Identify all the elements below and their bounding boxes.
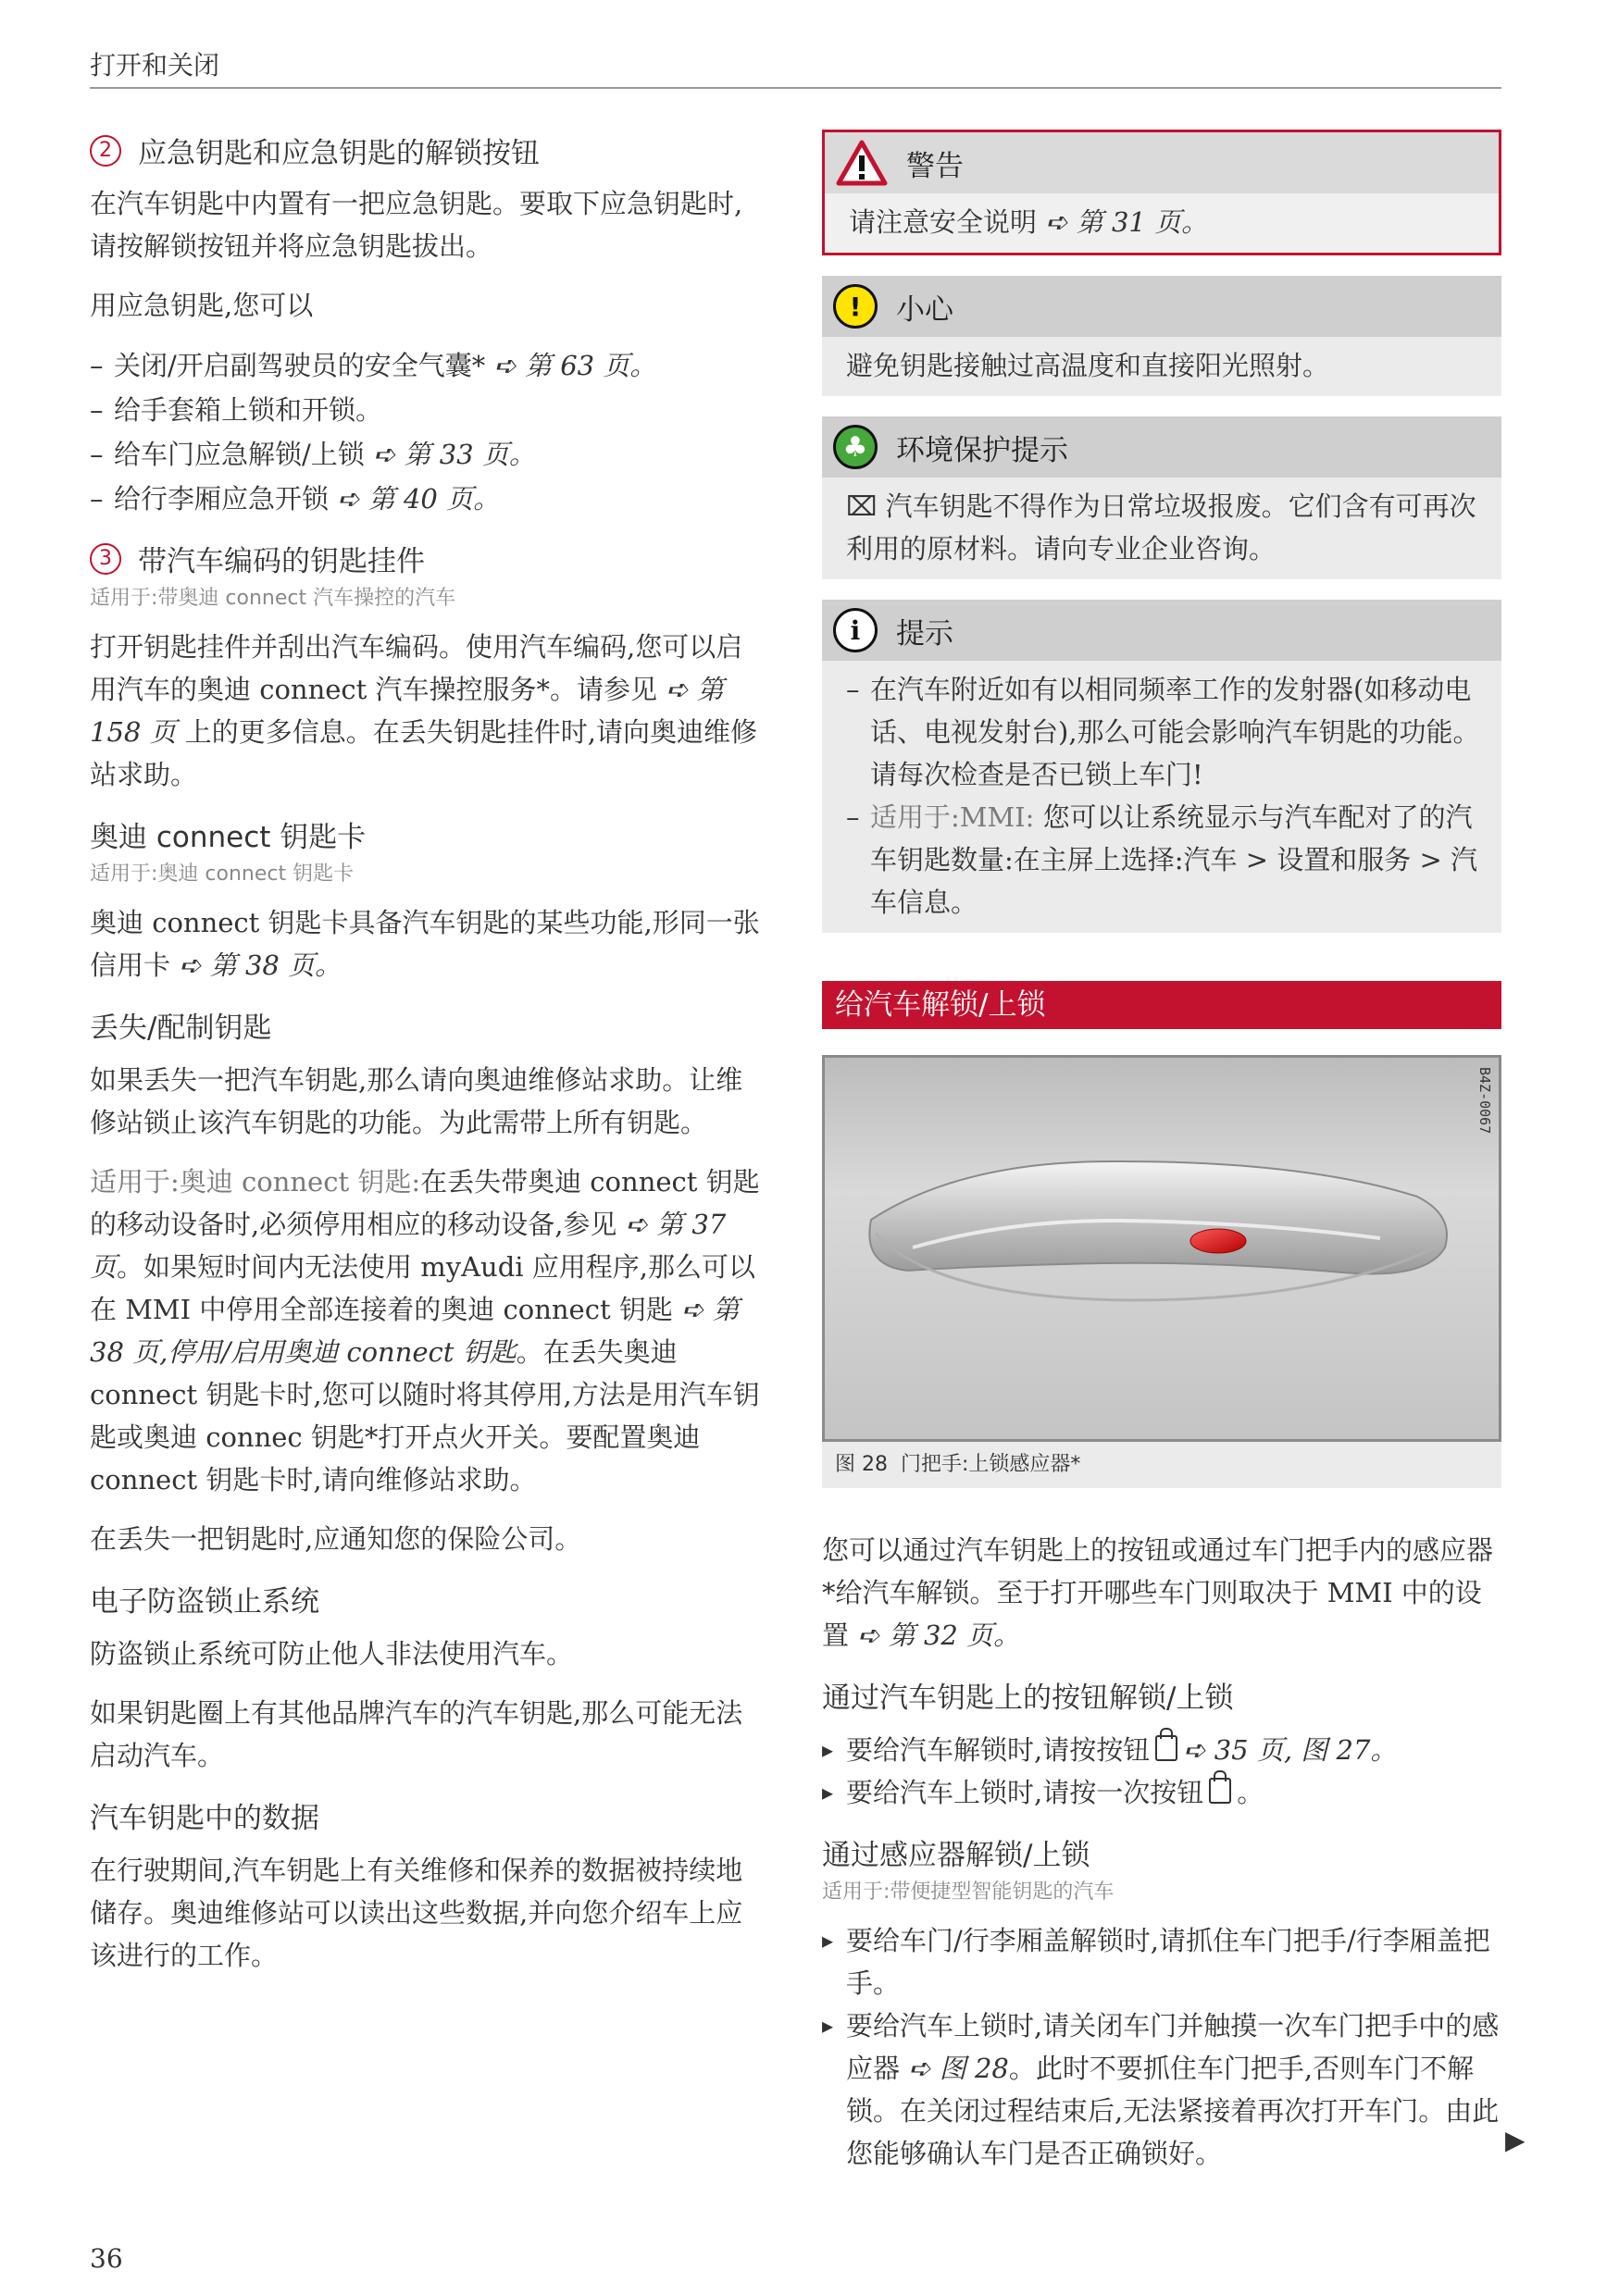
warning-header xyxy=(825,132,1499,193)
caution-body: 避免钥匙接触过高温度和直接阳光照射。 xyxy=(846,350,1330,381)
page-number: 36 xyxy=(90,2243,123,2274)
warning-label: 警告 xyxy=(906,149,964,183)
right-column xyxy=(822,130,1501,2191)
immobilizer-paragraph-1: 防盗锁止系统可防止他人非法使用汽车。 xyxy=(90,1638,574,1669)
sensor-title: 通过感应器解锁/上锁 xyxy=(822,1839,1090,1872)
item-3-applies: 适用于:带奥迪 connect 汽车操控的汽车 xyxy=(90,587,456,610)
door-handle-illustration xyxy=(825,1058,1499,1439)
caution-box xyxy=(822,276,1501,396)
immobilizer-paragraph-2: 如果钥匙圈上有其他品牌汽车的汽车钥匙,那么可能无法启动汽车。 xyxy=(90,1697,743,1771)
item-3-number: 3 xyxy=(90,543,121,575)
emergency-key-uses-list xyxy=(90,343,766,521)
tree-icon: ♣ xyxy=(833,425,878,469)
caution-exclamation-icon: ! xyxy=(833,284,878,329)
figure-28 xyxy=(822,1055,1501,1488)
page-ref-link[interactable]: ➪ 第 31 页。 xyxy=(1045,206,1209,238)
sensor-applies: 适用于:带便捷型智能钥匙的汽车 xyxy=(822,1880,1115,1904)
caution-label: 小心 xyxy=(896,292,953,327)
page-ref-link[interactable]: ➪ 第 32 页。 xyxy=(857,1620,1021,1651)
lost-key-paragraph-3: 在丢失一把钥匙时,应通知您的保险公司。 xyxy=(90,1523,582,1555)
page-ref-link[interactable]: ➪ 第 63 页。 xyxy=(493,350,657,381)
header-title: 打开和关闭 xyxy=(90,50,220,81)
lost-key-paragraph-1: 如果丢失一把汽车钥匙,那么请向奥迪维修站求助。让维修站锁止该汽车钥匙的功能。为此需带上所有钥匙。 xyxy=(90,1064,743,1138)
item-2-paragraph: 在汽车钥匙中内置有一把应急钥匙。要取下应急钥匙时,请按解锁按钮并将应急钥匙拔出。 xyxy=(90,188,743,262)
unlock-button-icon xyxy=(1155,1735,1177,1761)
note-list xyxy=(846,668,1481,924)
caution-header xyxy=(822,276,1501,337)
note-header xyxy=(822,600,1501,661)
note-label: 提示 xyxy=(896,616,953,651)
info-icon: i xyxy=(833,608,878,652)
unlock-intro-paragraph: 您可以通过汽车钥匙上的按钮或通过车门把手内的感应器*给汽车解锁。至于打开哪些车门则取决于 MMI 中的设置 ➪ 第 32 页。 xyxy=(822,1534,1494,1651)
key-button-steps xyxy=(822,1729,1501,1814)
key-data-title: 汽车钥匙中的数据 xyxy=(90,1802,319,1835)
page-ref-link[interactable]: ➪ 第 38 页,停用/启用奥迪 connect 钥匙 xyxy=(90,1294,740,1368)
list-item: – 给行李厢应急开锁 ➪ 第 40 页。 xyxy=(90,477,766,521)
section-title-bar: 给汽车解锁/上锁 xyxy=(822,981,1501,1029)
environment-label: 环境保护提示 xyxy=(896,433,1068,467)
applies-label: 适用于:MMI: xyxy=(870,801,1035,833)
sensor-steps xyxy=(822,1919,1501,2175)
environment-body: ⌧ 汽车钥匙不得作为日常垃圾报废。它们含有可再次利用的原材料。请向专业企业咨询。 xyxy=(846,490,1476,565)
list-item: – 给车门应急解锁/上锁 ➪ 第 33 页。 xyxy=(90,432,766,477)
list-item: – 给手套箱上锁和开锁。 xyxy=(90,388,766,432)
item-3-paragraph: 打开钥匙挂件并刮出汽车编码。使用汽车编码,您可以启用汽车的奥迪 connect 汽车操控服务*。请参见 ➪ 第 158 页 上的更多信息。在丢失钥匙挂件时,请向奥迪维修站求助。 xyxy=(90,631,758,790)
list-item: ▸ 要给汽车解锁时,请按按钮 ➪ 35 页, 图 27。 xyxy=(822,1729,1501,1771)
note-body xyxy=(822,661,1501,933)
page-ref-link[interactable]: ➪ 第 38 页。 xyxy=(179,949,342,981)
lost-key-paragraph-2: 适用于:奥迪 connect 钥匙:在丢失带奥迪 connect 钥匙的移动设备时,必须停用相应的移动设备,参见 ➪ 第 37 页。如果短时间内无法使用 myAudi 应用程序,那么可以在 MMI 中停用全部连接着的奥迪 connect 钥匙 ➪ 第 38 页,停用/启用奥迪 connect 钥匙。在丢失奥迪 connect 钥匙卡时,您可以随时将其停用,方法是用汽车钥匙或奥迪 connec 钥匙*打开点火开关。要配置奥迪 connect 钥匙卡时,请向维修站求助。 xyxy=(90,1166,760,1496)
immobilizer-title: 电子防盗锁止系统 xyxy=(90,1585,319,1619)
key-card-title: 奥迪 connect 钥匙卡 xyxy=(90,821,367,854)
figure-number: 图 28 xyxy=(835,1453,888,1476)
page-ref-link[interactable]: ➪ 图 28 xyxy=(908,2053,1009,2084)
list-item: – 适用于:MMI: 您可以让系统显示与汽车配对了的汽车钥匙数量:在主屏上选择:汽车 > 设置和服务 > 汽车信息。 xyxy=(846,796,1481,924)
page-ref-link[interactable]: ➪ 第 40 页。 xyxy=(337,483,501,515)
item-3-title: 带汽车编码的钥匙挂件 xyxy=(138,545,425,578)
warning-body: 请注意安全说明 ➪ 第 31 页。 xyxy=(849,206,1209,238)
image-code: B4Z-0067 xyxy=(1476,1067,1493,1135)
key-card-paragraph: 奥迪 connect 钥匙卡具备汽车钥匙的某些功能,形同一张信用卡 ➪ 第 38 页。 xyxy=(90,907,760,981)
list-item: ▸ 要给汽车上锁时,请关闭车门并触摸一次车门把手中的感应器 ➪ 图 28。此时不要抓住车门把手,否则车门不解锁。在关闭过程结束后,无法紧接着再次打开车门。由此您能够确认车门是否正确锁好。 xyxy=(822,2004,1501,2175)
environment-header xyxy=(822,416,1501,478)
page-ref-link[interactable]: ➪ 第 158 页 xyxy=(90,674,724,748)
left-column xyxy=(90,130,766,1993)
note-box xyxy=(822,600,1501,933)
item-2-number: 2 xyxy=(90,135,121,167)
figure-caption-text: 门把手:上锁感应器* xyxy=(901,1453,1081,1476)
list-item: ▸ 要给汽车上锁时,请按一次按钮 。 xyxy=(822,1771,1501,1814)
page-ref-link[interactable]: ➪ 第 33 页。 xyxy=(373,439,536,470)
warning-box xyxy=(822,130,1501,255)
applies-label: 适用于:奥迪 connect 钥匙: xyxy=(90,1166,421,1198)
warning-triangle-icon xyxy=(836,140,888,186)
crossed-bin-icon: ⌧ xyxy=(846,490,878,522)
continue-arrow-icon: ▶ xyxy=(1505,2125,1526,2155)
page-ref-link[interactable]: ➪ 35 页, 图 27。 xyxy=(1183,1734,1398,1766)
item-2-title: 应急钥匙和应急钥匙的解锁按钮 xyxy=(138,137,540,170)
key-card-applies: 适用于:奥迪 connect 钥匙卡 xyxy=(90,863,355,886)
lock-button-icon xyxy=(1209,1778,1231,1804)
item-2-intro: 用应急钥匙,您可以 xyxy=(90,290,314,321)
page-ref-link[interactable]: ➪ 第 37 页 xyxy=(90,1209,727,1283)
figure-caption xyxy=(822,1442,1501,1488)
key-button-title: 通过汽车钥匙上的按钮解锁/上锁 xyxy=(822,1682,1234,1715)
key-data-paragraph: 在行驶期间,汽车钥匙上有关维修和保养的数据被持续地储存。奥迪维修站可以读出这些数据,并向您介绍车上应该进行的工作。 xyxy=(90,1855,743,1971)
list-item: – 关闭/开启副驾驶员的安全气囊* ➪ 第 63 页。 xyxy=(90,343,766,388)
list-item: – 在汽车附近如有以相同频率工作的发射器(如移动电话、电视发射台),那么可能会影响汽车钥匙的功能。请每次检查是否已锁上车门! xyxy=(846,668,1481,796)
item-3-heading xyxy=(90,538,766,579)
list-item: ▸ 要给车门/行李厢盖解锁时,请抓住车门把手/行李厢盖把手。 xyxy=(822,1919,1501,2004)
lost-key-title: 丢失/配制钥匙 xyxy=(90,1011,272,1045)
page-header xyxy=(90,44,1501,89)
door-handle-image xyxy=(822,1055,1501,1442)
environment-box xyxy=(822,416,1501,579)
item-2-heading xyxy=(90,130,766,171)
